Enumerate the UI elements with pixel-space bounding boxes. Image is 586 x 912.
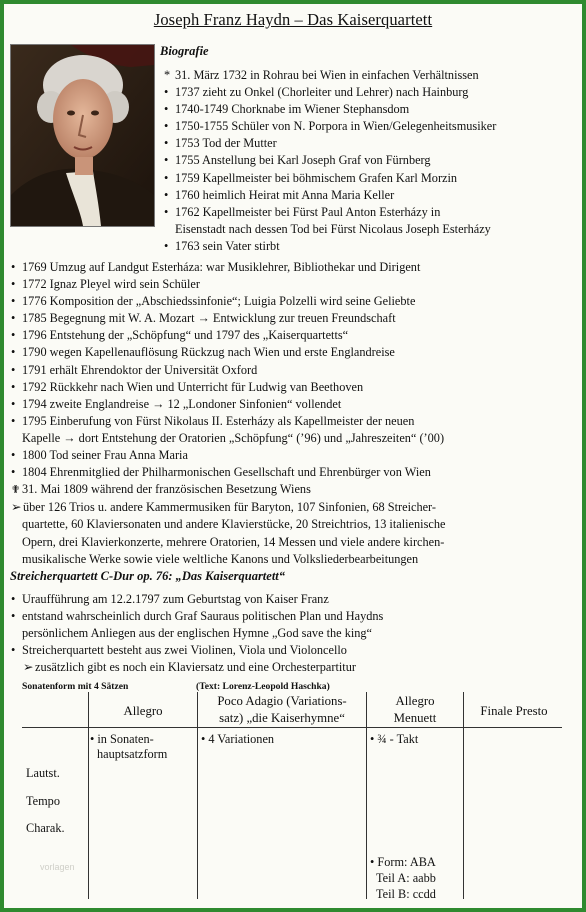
list-item	[11, 259, 445, 276]
list-item-text: 1762 Kapellmeister bei Fürst Paul Anton Esterházy in	[175, 204, 441, 219]
list-item	[11, 481, 445, 499]
header-poco-adagio-line2: satz) „die Kaiserhymne“	[219, 711, 345, 725]
list-item-text: 1800 Tod seiner Frau Anna Maria	[22, 448, 188, 463]
list-item-text: persönlichem Anliegen aus der englischen Hymne „God save the king“	[22, 626, 373, 641]
arrow-bullet-icon: ➢	[23, 660, 34, 675]
list-item-text: 1750-1755 Schüler von N. Porpora in Wien/Gelegenheitsmusiker	[175, 119, 497, 134]
list-item	[164, 152, 496, 169]
document-sheet	[4, 4, 582, 908]
list-item-text: quartette, 60 Klaviersonaten und andere Klavierstücke, 20 Streichtrios, 13 italienische	[22, 517, 446, 532]
table-header-rule	[22, 727, 562, 728]
list-item-text: 1791 erhält Ehrendoktor der Universität Oxford	[22, 362, 258, 377]
list-item-text: 1755 Anstellung bei Karl Joseph Graf von Fürnberg	[175, 153, 431, 168]
list-item-text: Uraufführung am 12.2.1797 zum Geburtstag von Kaiser Franz	[22, 592, 329, 606]
row-label-charakter: Charak.	[26, 821, 65, 835]
header-allegro: Allegro	[123, 704, 163, 718]
page-title: Joseph Franz Haydn – Das Kaiserquartett	[153, 10, 433, 29]
list-item-text: 1785 Begegnung mit W. A. Mozart → Entwicklung zur treuen Freundschaft	[22, 311, 396, 326]
header-finale-presto: Finale Presto	[480, 704, 548, 718]
haydn-portrait	[10, 44, 155, 227]
table-caption-left: Sonatenform mit 4 Sätzen	[22, 681, 129, 692]
bullet-icon: •	[164, 85, 169, 100]
list-item-text: 1790 wegen Kapellenauflösung Rückzug nach Wien und erste Englandreise	[22, 345, 395, 360]
quartet-heading: Streicherquartett C-Dur op. 76: „Das Kaiserquartett“	[10, 569, 286, 583]
bullet-icon: •	[11, 345, 16, 360]
bullet-icon: •	[164, 204, 169, 219]
list-item-text: Streicherquartett besteht aus zwei Violinen, Viola und Violoncello	[22, 643, 347, 658]
bullet-icon: •	[11, 465, 16, 480]
list-item	[11, 293, 445, 310]
bullet-icon: •	[164, 119, 169, 134]
arrow-bullet-icon: ➢	[11, 500, 22, 515]
bullet-icon: *	[164, 68, 171, 82]
biography-list-full	[11, 259, 445, 568]
table-column-divider	[88, 692, 89, 899]
list-item-text: 1795 Einberufung von Fürst Nikolaus II. Esterházy als Kapellmeister der neuen	[22, 413, 415, 428]
list-item	[11, 344, 445, 361]
list-item	[11, 551, 445, 568]
list-item-text: 1796 Entstehung der „Schöpfung“ und 1797 des „Kaiserquartetts“	[22, 328, 349, 343]
bullet-icon: •	[164, 153, 169, 168]
list-item	[164, 221, 496, 238]
list-item-text: 1740-1749 Chorknabe im Wiener Stephansdom	[175, 102, 410, 117]
bullet-icon: •	[11, 277, 16, 292]
cell-menuett-teil-b: Teil B: ccdd	[376, 887, 436, 901]
list-item	[11, 276, 445, 293]
list-item	[11, 499, 445, 516]
list-item-text: 31. Mai 1809 während der französischen Besetzung Wiens	[22, 482, 311, 497]
list-item	[164, 204, 496, 221]
bullet-icon: •	[164, 136, 169, 151]
list-item	[164, 187, 496, 204]
list-item	[164, 84, 496, 101]
bullet-icon: •	[164, 238, 169, 253]
header-menuett-line1: Allegro	[395, 694, 435, 708]
bullet-icon: •	[11, 413, 16, 428]
list-item-text: 1769 Umzug auf Landgut Esterháza: war Musiklehrer, Bibliothekar und Dirigent	[22, 260, 421, 274]
bullet-icon: •	[11, 379, 16, 394]
cell-allegro-line2: hauptsatzform	[97, 747, 168, 761]
list-item	[11, 642, 383, 659]
list-item-text: 1759 Kapellmeister bei böhmischem Grafen Karl Morzin	[175, 170, 458, 185]
list-item	[11, 413, 445, 430]
list-item	[11, 608, 383, 625]
list-item-text: 1772 Ignaz Pleyel wird sein Schüler	[22, 277, 200, 292]
row-label-lautstaerke: Lautst.	[26, 766, 60, 780]
list-item	[11, 396, 445, 413]
header-menuett-line2: Menuett	[393, 711, 437, 725]
cell-menuett-teil-a: Teil A: aabb	[376, 871, 436, 885]
list-item-text: 1760 heimlich Heirat mit Anna Maria Keller	[175, 187, 395, 202]
list-item	[164, 170, 496, 187]
row-label-tempo: Tempo	[26, 794, 60, 808]
bullet-icon: •	[11, 311, 16, 326]
list-item	[11, 516, 445, 533]
list-item-text: Opern, drei Klavierkonzerte, mehrere Oratorien, 14 Messen und viele andere kirchen-	[22, 534, 445, 549]
bullet-icon: •	[11, 609, 16, 624]
cross-icon: ✟	[11, 484, 21, 497]
list-item-text: 1776 Komposition der „Abschiedssinfonie“; Luigia Polzelli wird seine Geliebte	[22, 294, 416, 309]
list-item	[164, 101, 496, 118]
list-item	[11, 310, 445, 327]
list-item	[164, 135, 496, 152]
list-item-text: 1753 Tod der Mutter	[175, 136, 277, 151]
list-item	[164, 238, 496, 255]
table-column-divider	[463, 692, 464, 899]
list-item-text: Kapelle → dort Entstehung der Oratorien „Schöpfung“ (’96) und „Jahreszeiten“ (’00)	[22, 430, 445, 445]
list-item-text: musikalische Werke sowie viele weltliche Kanons und Volksliederbearbeitungen	[22, 551, 419, 566]
list-item	[11, 327, 445, 344]
bullet-icon: •	[11, 328, 16, 343]
list-item	[11, 379, 445, 396]
bullet-icon: •	[164, 102, 169, 117]
bullet-icon: •	[11, 396, 16, 411]
bullet-icon: •	[11, 592, 16, 606]
list-item	[11, 625, 383, 642]
list-item	[11, 362, 445, 379]
list-item	[11, 447, 445, 464]
list-item-text: 1763 sein Vater stirbt	[175, 238, 280, 253]
watermark: vorlagen	[40, 862, 75, 872]
bullet-icon: •	[11, 294, 16, 309]
list-item-text: 31. März 1732 in Rohrau bei Wien in einfachen Verhältnissen	[175, 68, 479, 82]
list-item-text: entstand wahrscheinlich durch Graf Sauraus politischen Plan und Haydns	[22, 609, 384, 624]
bullet-icon: •	[11, 260, 16, 274]
cell-allegro-line1: • in Sonaten-	[90, 732, 154, 746]
cell-menuett-form: • Form: ABA	[370, 855, 436, 869]
list-item	[11, 534, 445, 551]
list-item	[11, 591, 383, 608]
list-item-text: über 126 Trios u. andere Kammermusiken für Baryton, 107 Sinfonien, 68 Streicher-	[23, 500, 436, 515]
cell-adagio: • 4 Variationen	[201, 732, 275, 746]
bullet-icon: •	[164, 170, 169, 185]
table-caption-right: (Text: Lorenz-Leopold Haschka)	[196, 681, 330, 692]
bullet-icon: •	[11, 448, 16, 463]
list-item-text: 1737 zieht zu Onkel (Chorleiter und Lehrer) nach Hainburg	[175, 85, 469, 100]
bullet-icon: •	[11, 362, 16, 377]
list-item	[164, 67, 496, 84]
list-item	[164, 118, 496, 135]
list-item-text: Eisenstadt nach dessen Tod bei Fürst Nicolaus Joseph Esterházy	[175, 221, 491, 236]
list-item-text: 1804 Ehrenmitglied der Philharmonischen Gesellschaft und Ehrenbürger von Wien	[22, 465, 431, 480]
list-item-text: 1792 Rückkehr nach Wien und Unterricht für Ludwig van Beethoven	[22, 379, 364, 394]
quartet-list	[11, 591, 383, 676]
list-item-text: 1794 zweite Englandreise → 12 „Londoner Sinfonien“ vollendet	[22, 396, 342, 411]
header-poco-adagio-line1: Poco Adagio (Variations-	[217, 694, 347, 708]
cell-menuett: • ¾ - Takt	[370, 732, 419, 746]
list-item	[11, 464, 445, 481]
biography-list-narrow	[164, 67, 496, 255]
bullet-icon: •	[164, 187, 169, 202]
biography-heading: Biografie	[160, 44, 209, 58]
list-item	[11, 659, 383, 676]
bullet-icon: •	[11, 643, 16, 658]
list-item-text: zusätzlich gibt es noch ein Klaviersatz und eine Orchesterpartitur	[35, 660, 356, 675]
list-item	[11, 430, 445, 447]
